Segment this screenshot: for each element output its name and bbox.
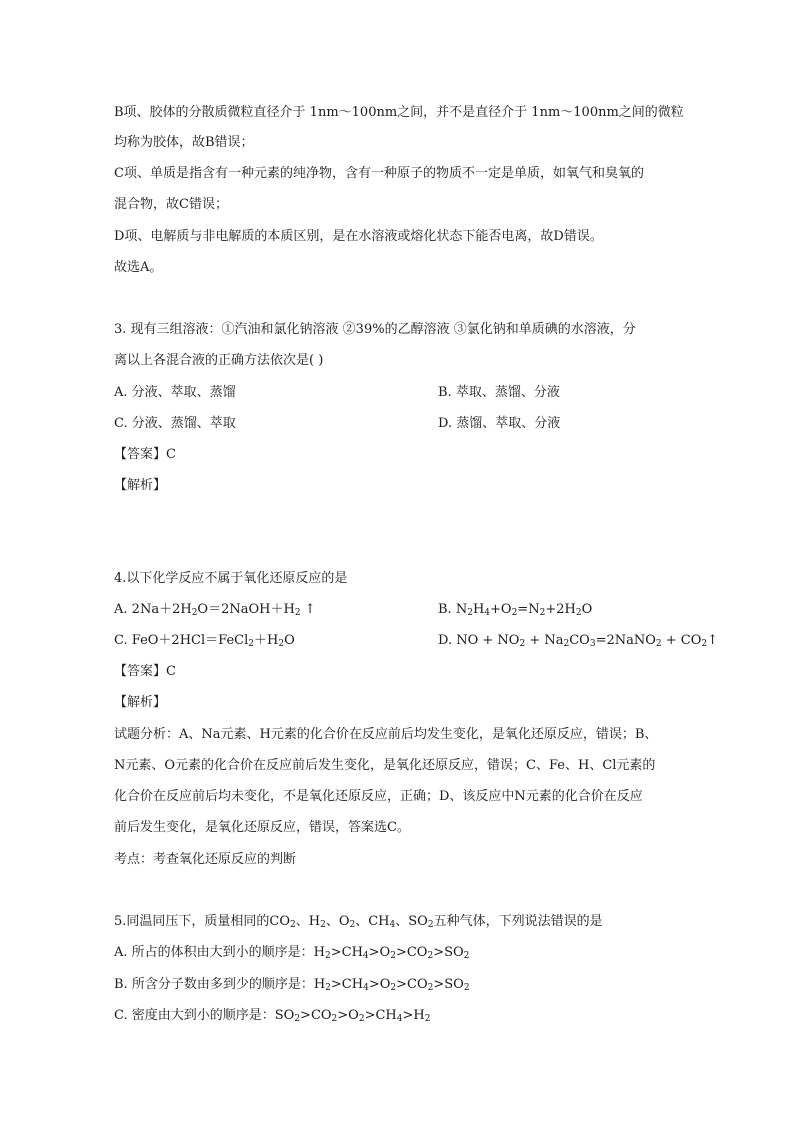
q5-stem: 5.同温同压下，质量相同的$CO_2$、$H_2$、$O_2$、$CH_4$、$SO_2$五种气体，下列说法错误的是 bbox=[114, 914, 603, 930]
subscript: 2 bbox=[427, 920, 434, 930]
subscript: 2 bbox=[290, 920, 296, 930]
prev-explanation-b-line1: B项、胶体的分散质微粒直径介于 1nm～100nm之间，并不是直径介于 1nm～100nm之间的微粒 bbox=[114, 105, 684, 120]
q4-option-b-formula: $N_2H_4+O_2=N_2+2H_2O$ bbox=[455, 602, 593, 618]
q4-option-d-label: D. bbox=[438, 633, 453, 648]
subscript: 2 bbox=[467, 608, 473, 618]
subscript: 2 bbox=[655, 639, 662, 649]
subscript: 2 bbox=[563, 639, 570, 649]
q4-analysis-line-3: 化合价在反应前后均未变化，不是氧化还原反应，正确；D、该反应中N元素的化合价在反应 bbox=[114, 789, 643, 804]
subscript: 2 bbox=[390, 983, 397, 993]
subscript: 2 bbox=[427, 983, 434, 993]
q4-option-d-formula: NO + $NO_2$ + $Na_2CO_3=2NaNO_2$ + $CO_2↑$ bbox=[456, 633, 719, 649]
prev-explanation-c-line2: 混合物，故C错误； bbox=[114, 197, 228, 212]
q4-analysis-label: 【解析】 bbox=[114, 695, 167, 710]
subscript: 4 bbox=[484, 608, 491, 618]
q3-option-c: C. 分液、蒸馏、萃取 bbox=[114, 416, 236, 431]
subscript: 2 bbox=[278, 639, 285, 649]
subscript: 4 bbox=[396, 1014, 403, 1024]
subscript: 2 bbox=[511, 608, 518, 618]
subscript: 2 bbox=[191, 608, 198, 618]
q4-analysis-line-4: 前后发生变化，是氧化还原反应，错误，答案选C。 bbox=[114, 820, 410, 835]
q3-option-a: A. 分液、萃取、蒸馏 bbox=[114, 385, 236, 400]
prev-explanation-b-line2: 均称为胶体，故B错误； bbox=[114, 135, 254, 150]
subscript: 4 bbox=[389, 920, 396, 930]
q4-analysis-line-2: N元素、O元素的化合价在反应前后发生变化，是氧化还原反应，错误；C、Fe、H、Cl元素的 bbox=[114, 758, 656, 773]
subscript: 2 bbox=[331, 1014, 338, 1024]
subscript: 2 bbox=[427, 951, 434, 961]
subscript: 2 bbox=[325, 951, 331, 961]
q4-option-c-formula: $FeO+2HCl=FeCl_2+H_2O$ bbox=[131, 633, 295, 649]
subscript: 2 bbox=[390, 951, 396, 961]
q4-option-b bbox=[438, 602, 592, 618]
subscript: 3 bbox=[589, 639, 596, 649]
prev-explanation-d-line: D项、电解质与非电解质的本质区别，是在水溶液或熔化状态下能否电离，故D错误。 bbox=[114, 229, 603, 244]
subscript: 4 bbox=[363, 983, 369, 993]
subscript: 2 bbox=[463, 983, 470, 993]
subscript: 2 bbox=[463, 951, 470, 961]
q3-option-d: D. 蒸馏、萃取、分液 bbox=[438, 416, 561, 431]
q5-option-a: A. 所占的体积由大到小的顺序是：$H_2>CH_4>O_2>CO_2>SO_2$ bbox=[114, 945, 470, 961]
subscript: 2 bbox=[424, 1014, 431, 1024]
subscript: 2 bbox=[248, 639, 254, 649]
prev-explanation-conclusion: 故选A。 bbox=[114, 260, 163, 275]
q3-stem-line1: 3. 现有三组溶液：①汽油和氯化钠溶液 ②39%的乙醇溶液 ③氯化钠和单质碘的水溶液，分 bbox=[114, 322, 636, 337]
subscript: 2 bbox=[325, 983, 331, 993]
q4-option-a-label: A. bbox=[114, 602, 128, 617]
subscript: 2 bbox=[701, 639, 708, 649]
q4-analysis-line-1: 试题分析：A、Na元素、H元素的化合价在反应前后均发生变化，是氧化还原反应，错误；B、 bbox=[114, 727, 658, 742]
subscript: 2 bbox=[358, 1014, 365, 1024]
q5-option-c: C. 密度由大到小的顺序是：$SO_2>CO_2>O_2>CH_4>H_2$ bbox=[114, 1008, 431, 1024]
subscript: 2 bbox=[294, 1014, 301, 1024]
q3-analysis-label: 【解析】 bbox=[114, 478, 167, 493]
subscript: 4 bbox=[362, 951, 369, 961]
prev-explanation-c-line1: C项、单质是指含有一种元素的纯净物，含有一种原子的物质不一定是单质，如氧气和臭氧的 bbox=[114, 166, 644, 181]
q5-option-b: B. 所含分子数由多到少的顺序是：$H_2>CH_4>O_2>CO_2>SO_2$ bbox=[114, 977, 470, 993]
q3-answer: 【答案】C bbox=[114, 447, 176, 462]
subscript: 2 bbox=[294, 608, 301, 618]
subscript: 2 bbox=[539, 608, 546, 618]
q4-answer: 【答案】C bbox=[114, 664, 176, 679]
q4-option-d bbox=[438, 633, 718, 649]
q4-option-b-label: B. bbox=[438, 602, 452, 617]
q4-kaodian: 考点：考查氧化还原反应的判断 bbox=[114, 852, 297, 867]
q4-option-c bbox=[114, 633, 295, 649]
subscript: 2 bbox=[320, 920, 326, 930]
q4-option-c-label: C. bbox=[114, 633, 128, 648]
subscript: 2 bbox=[349, 920, 356, 930]
q4-stem: 4.以下化学反应不属于氧化还原反应的是 bbox=[114, 571, 348, 586]
subscript: 2 bbox=[575, 608, 582, 618]
q4-option-a-formula: $2Na+2H_2O=2NaOH+H_2$ ↑ bbox=[131, 602, 316, 618]
q3-stem-line2: 离以上各混合液的正确方法依次是( ) bbox=[114, 353, 324, 368]
subscript: 2 bbox=[519, 639, 526, 649]
q4-option-a bbox=[114, 602, 316, 618]
q3-option-b: B. 萃取、蒸馏、分液 bbox=[438, 385, 560, 400]
